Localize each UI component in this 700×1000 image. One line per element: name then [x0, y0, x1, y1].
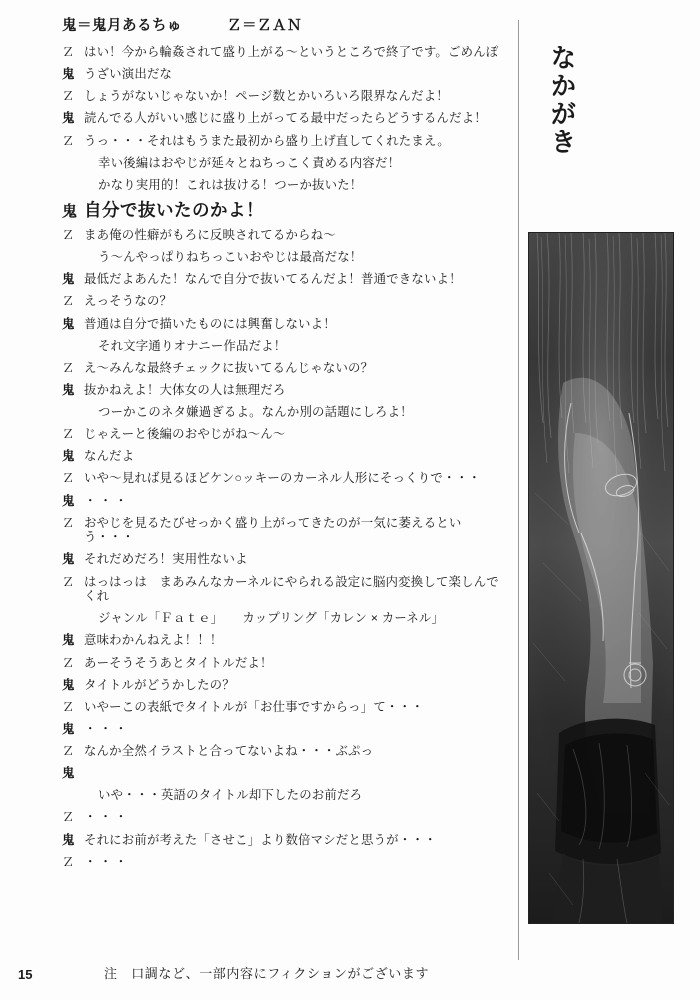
dialogue-line [62, 766, 508, 781]
dialogue-line [62, 317, 508, 332]
dialogue-speaker: 鬼 [62, 202, 78, 220]
dialogue-line [62, 611, 508, 626]
dialogue-text: ・・・ [84, 493, 131, 508]
dialogue-text: う〜んやっぱりねちっこいおやじは最高だな！ [98, 250, 363, 265]
dialogue-line [62, 700, 508, 715]
dialogue-text: うっ・・・それはもうまた最初から盛り上げ直してくれたまえ。 [84, 133, 450, 148]
dialogue-text: いや〜見れば見るほどケン○ッキーのカーネル人形にそっくりで・・・ [84, 471, 481, 486]
dialogue-line [62, 111, 508, 126]
dialogue-text: 幸い後編はおやじが延々とねちっこく責める内容だ！ [98, 155, 401, 170]
dialogue-line [62, 228, 508, 243]
dialogue-speaker: 鬼 [62, 111, 75, 126]
dialogue-speaker: Ｚ [62, 89, 75, 104]
dialogue-line [62, 516, 508, 545]
sketch-illustration [528, 232, 674, 924]
dialogue-line [62, 678, 508, 693]
dialogue-speaker: Ｚ [62, 427, 75, 442]
dialogue-line [62, 656, 508, 671]
dialogue-line [62, 339, 508, 354]
dialogue-line [62, 67, 508, 82]
speaker-legend: 鬼＝鬼月あるちゅ Ｚ＝ＺＡＮ [62, 18, 302, 34]
dialogue-text: はっはっは まあみんなカーネルにやられる設定に脳内変換して楽しんでくれ [84, 574, 499, 604]
dialogue-text: なんだよ [84, 449, 135, 464]
dialogue-line [62, 272, 508, 287]
dialogue-text: かなり実用的！これは抜ける！つーか抜いた！ [98, 177, 363, 192]
dialogue-text: いやーこの表紙でタイトルが「お仕事ですからっ」て・・・ [84, 699, 424, 714]
dialogue-line [62, 427, 508, 442]
dialogue-speaker: 鬼 [62, 316, 75, 331]
dialogue-text: それにお前が考えた「させこ」より数倍マシだと思うが・・・ [84, 832, 437, 847]
page-footer [0, 958, 508, 982]
footnote-text: 注 口調など、一部内容にフィクションがございます [104, 966, 430, 981]
dialogue-line [62, 494, 508, 509]
dialogue-line [62, 575, 508, 604]
dialogue-line [62, 250, 508, 265]
dialogue-line [62, 383, 508, 398]
vertical-divider [518, 20, 519, 960]
dialogue-line [62, 156, 508, 171]
dialogue-line [62, 361, 508, 376]
dialogue-speaker: 鬼 [62, 721, 75, 736]
dialogue-text: ・・・ [84, 810, 131, 825]
dialogue-speaker: Ｚ [62, 655, 75, 670]
dialogue-speaker: 鬼 [62, 677, 75, 692]
dialogue-text: それだめだろ！実用性ないよ [84, 552, 248, 567]
dialogue-line [62, 45, 508, 60]
dialogue-text: え〜みんな最終チェックに抜いてるんじゃないの？ [84, 360, 374, 375]
dialogue-speaker: Ｚ [62, 471, 75, 486]
dialogue-speaker: Ｚ [62, 744, 75, 759]
dialogue-text: うざい演出だな [84, 67, 173, 82]
dialogue-text: 意味わかんねえよ！！！ [84, 633, 223, 648]
dialogue-line [62, 178, 508, 193]
dialogue-text: えっそうなの？ [84, 294, 173, 309]
dialogue-text: ・・・ [84, 721, 131, 736]
dialogue-speaker: Ｚ [62, 699, 75, 714]
dialogue-line [62, 744, 508, 759]
dialogue-speaker: 鬼 [62, 67, 75, 82]
dialogue-speaker: 鬼 [62, 766, 75, 781]
dialogue-speaker: Ｚ [62, 360, 75, 375]
dialogue-line [62, 200, 508, 221]
dialogue-speaker: 鬼 [62, 449, 75, 464]
dialogue-speaker: Ｚ [62, 810, 75, 825]
dialogue-line [62, 855, 508, 870]
dialogue-line [62, 89, 508, 104]
dialogue-text: 自分で抜いたのかよ！ [84, 199, 264, 220]
dialogue-text: ジャンル「Ｆａｔｅ」 カップリング「カレン × カーネル」 [98, 611, 445, 626]
section-title-vertical: なかがき [547, 44, 577, 156]
dialogue-line [62, 134, 508, 149]
dialogue-text: それ文字通りオナニー作品だよ！ [98, 338, 287, 353]
dialogue-speaker: Ｚ [62, 228, 75, 243]
page-number: 15 [18, 967, 33, 982]
dialogue-speaker: 鬼 [62, 552, 75, 567]
dialogue-list [62, 45, 508, 869]
dialogue-line [62, 788, 508, 803]
right-panel [508, 0, 700, 1000]
dialogue-line [62, 552, 508, 567]
dialogue-text: ・・・ [84, 854, 131, 869]
dialogue-speaker: 鬼 [62, 832, 75, 847]
dialogue-text: 読んでる人がいい感じに盛り上がってる最中だったらどうするんだよ！ [84, 111, 487, 126]
dialogue-speaker: Ｚ [62, 854, 75, 869]
dialogue-text: タイトルがどうかしたの？ [84, 677, 235, 692]
dialogue-speaker: 鬼 [62, 382, 75, 397]
dialogue-speaker: Ｚ [62, 45, 75, 59]
dialogue-line [62, 810, 508, 825]
dialogue-text: つーかこのネタ嫌過ぎるよ。なんか別の話題にしろよ！ [98, 405, 413, 420]
dialogue-line [62, 405, 508, 420]
dialogue-text: 抜かねえよ！大体女の人は無理だろ [84, 382, 286, 397]
dialogue-text: はい！今から輪姦されて盛り上がる〜というところで終了です。ごめんぽ [84, 45, 499, 59]
dialogue-speaker: Ｚ [62, 574, 75, 589]
dialogue-text: おやじを見るたびせっかく盛り上がってきたのが一気に萎えるという・・・ [84, 515, 462, 545]
dialogue-speaker: Ｚ [62, 515, 75, 530]
dialogue-text: いや・・・英語のタイトル却下したのお前だろ [98, 788, 363, 803]
dialogue-speaker: 鬼 [62, 493, 75, 508]
dialogue-speaker: Ｚ [62, 294, 75, 309]
dialogue-speaker: 鬼 [62, 633, 75, 648]
dialogue-text: まあ俺の性癖がもろに反映されてるからね〜 [84, 228, 336, 243]
dialogue-line [62, 294, 508, 309]
dialogue-text: しょうがないじゃないか！ページ数とかいろいろ限界なんだよ！ [84, 89, 449, 104]
dialogue-line [62, 833, 508, 848]
dialogue-speaker: Ｚ [62, 133, 75, 148]
dialogue-text: なんか全然イラストと合ってないよね・・・ぶぷっ [84, 744, 374, 759]
dialogue-line [62, 471, 508, 486]
dialogue-line [62, 633, 508, 648]
dialogue-text: あーそうそうあとタイトルだよ！ [84, 655, 273, 670]
dialogue-line [62, 449, 508, 464]
dialogue-text: 最低だよあんた！なんで自分で抜いてるんだよ！普通できないよ！ [84, 272, 462, 287]
dialogue-line [62, 722, 508, 737]
dialogue-speaker: 鬼 [62, 272, 75, 287]
dialogue-text: じゃえーと後編のおやじがね〜ん〜 [84, 427, 286, 442]
dialogue-text: 普通は自分で描いたものには興奮しないよ！ [84, 316, 336, 331]
